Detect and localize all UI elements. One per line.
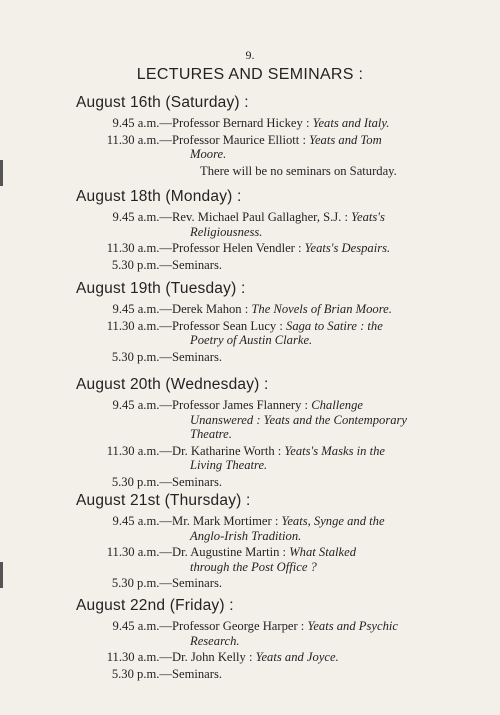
- entry-topic: Yeats's Despairs.: [304, 241, 391, 255]
- day-section: [0, 186, 500, 272]
- schedule-entry: [0, 667, 500, 682]
- entry-body: [172, 444, 440, 473]
- entry-speaker: Professor Sean Lucy :: [172, 318, 287, 333]
- entry-speaker: Professor Bernard Hickey :: [172, 116, 313, 130]
- day-heading: August 16th (Saturday) :: [76, 94, 249, 111]
- entry-speaker: Seminars.: [172, 474, 223, 489]
- entry-time: 9.45 a.m.—: [112, 302, 172, 316]
- entry-body: [172, 475, 440, 490]
- schedule-entry: [0, 576, 500, 591]
- entry-speaker: Seminars.: [172, 257, 223, 272]
- entry-speaker: Professor Maurice Elliott :: [172, 132, 310, 147]
- entry-body: [172, 258, 440, 273]
- entry-topic: What Stalked: [289, 545, 356, 559]
- entry-speaker: Dr. John Kelly :: [172, 650, 256, 664]
- entry-time: 5.30 p.m.—: [111, 349, 172, 364]
- entry-time: 5.30 p.m.—: [111, 257, 172, 272]
- entry-time: 9.45 a.m.—: [112, 398, 172, 412]
- entry-topic: Yeats and Psychic: [307, 619, 398, 633]
- entry-time: 9.45 a.m.—: [112, 619, 172, 633]
- page-number: 9.: [245, 48, 255, 62]
- entry-time: 9.45 a.m.—: [112, 210, 172, 224]
- entry-speaker: Seminars.: [172, 666, 223, 681]
- schedule-entry: [0, 475, 500, 490]
- entry-time: 11.30 a.m.—: [106, 318, 172, 333]
- entry-speaker: Professor Helen Vendler :: [172, 241, 305, 255]
- day-heading: August 19th (Tuesday) :: [76, 280, 246, 297]
- entry-time: 11.30 a.m.—: [106, 241, 172, 255]
- entry-topic: The Novels of Brian Moore.: [251, 302, 392, 316]
- entry-body: [172, 241, 440, 256]
- entry-time: 9.45 a.m.—: [112, 116, 172, 130]
- entry-topic-continued: Poetry of Austin Clarke.: [190, 333, 313, 347]
- entry-topic: Yeats's Masks in the: [284, 443, 385, 458]
- entry-topic: Yeats and Italy.: [312, 116, 390, 130]
- schedule-entry: [0, 319, 500, 348]
- entry-speaker: Dr. Katharine Worth :: [172, 443, 285, 458]
- schedule-entry: [0, 116, 500, 131]
- entry-topic-continued: Living Theatre.: [190, 458, 268, 472]
- day-section: [0, 92, 500, 178]
- entry-speaker: Dr. Augustine Martin :: [172, 545, 290, 559]
- entry-body: [172, 650, 440, 665]
- entry-topic: Yeats's: [351, 210, 385, 224]
- schedule-entry: [0, 398, 500, 442]
- entry-body: [172, 319, 440, 348]
- entry-topic-continued: Religiousness.: [190, 224, 263, 239]
- entry-body: [172, 545, 440, 574]
- entry-body: [172, 667, 440, 682]
- entry-time: 11.30 a.m.—: [106, 132, 172, 147]
- day-heading: August 20th (Wednesday) :: [76, 376, 269, 393]
- schedule-entry: [0, 350, 500, 365]
- entry-body: [172, 210, 440, 239]
- entry-topic-continued: Research.: [190, 633, 240, 648]
- entry-body: [172, 116, 440, 131]
- entry-topic: Challenge: [311, 398, 363, 412]
- entry-speaker: Professor George Harper :: [172, 619, 308, 633]
- entry-topic: Yeats and Tom: [309, 132, 382, 147]
- day-heading: August 21st (Thursday) :: [76, 492, 251, 509]
- schedule-entry: [0, 133, 500, 162]
- schedule-entry: [0, 210, 500, 239]
- entry-time: 11.30 a.m.—: [106, 545, 172, 559]
- entry-time: 5.30 p.m.—: [111, 474, 172, 489]
- entry-body: [172, 576, 440, 591]
- page-title: LECTURES AND SEMINARS :: [136, 66, 364, 83]
- schedule-entry: [0, 619, 500, 648]
- schedule-entry: [0, 241, 500, 256]
- entry-topic-continued: Unanswered : Yeats and the Contemporary Theatre.: [190, 412, 408, 441]
- schedule-entry: [0, 514, 500, 543]
- entry-time: 11.30 a.m.—: [106, 650, 172, 664]
- day-note: There will be no seminars on Saturday.: [200, 163, 397, 178]
- entry-time: 5.30 p.m.—: [111, 666, 172, 681]
- schedule-entry: [0, 258, 500, 273]
- entry-body: [172, 514, 440, 543]
- day-section: [0, 374, 500, 489]
- day-heading: August 22nd (Friday) :: [76, 597, 234, 614]
- schedule-entry: [0, 650, 500, 665]
- day-heading: August 18th (Monday) :: [76, 188, 242, 205]
- entry-topic-continued: Anglo-Irish Tradition.: [190, 528, 302, 543]
- entry-speaker: Derek Mahon :: [172, 302, 252, 316]
- day-section: [0, 595, 500, 681]
- entry-time: 11.30 a.m.—: [106, 443, 172, 458]
- entry-speaker: Mr. Mark Mortimer :: [172, 514, 282, 528]
- entry-speaker: Seminars.: [172, 576, 223, 590]
- entry-body: [172, 398, 440, 442]
- entry-time: 9.45 a.m.—: [112, 514, 172, 528]
- entry-topic: Saga to Satire : the: [286, 318, 383, 333]
- entry-body: [172, 350, 440, 365]
- entry-speaker: Rev. Michael Paul Gallagher, S.J. :: [172, 210, 352, 224]
- entry-time: 5.30 p.m.—: [111, 576, 172, 590]
- schedule-entry: [0, 545, 500, 574]
- entry-body: [172, 133, 440, 162]
- entry-body: [172, 619, 440, 648]
- entry-speaker: Seminars.: [172, 349, 223, 364]
- entry-topic: Yeats, Synge and the: [281, 514, 385, 528]
- entry-topic-continued: Moore.: [190, 147, 227, 161]
- entry-speaker: Professor James Flannery :: [172, 398, 312, 412]
- entry-topic-continued: through the Post Office ?: [190, 559, 317, 574]
- entry-topic: Yeats and Joyce.: [255, 650, 339, 664]
- schedule-entry: [0, 444, 500, 473]
- entry-body: [172, 302, 440, 317]
- day-section: [0, 490, 500, 591]
- day-section: [0, 278, 500, 364]
- schedule-entry: [0, 302, 500, 317]
